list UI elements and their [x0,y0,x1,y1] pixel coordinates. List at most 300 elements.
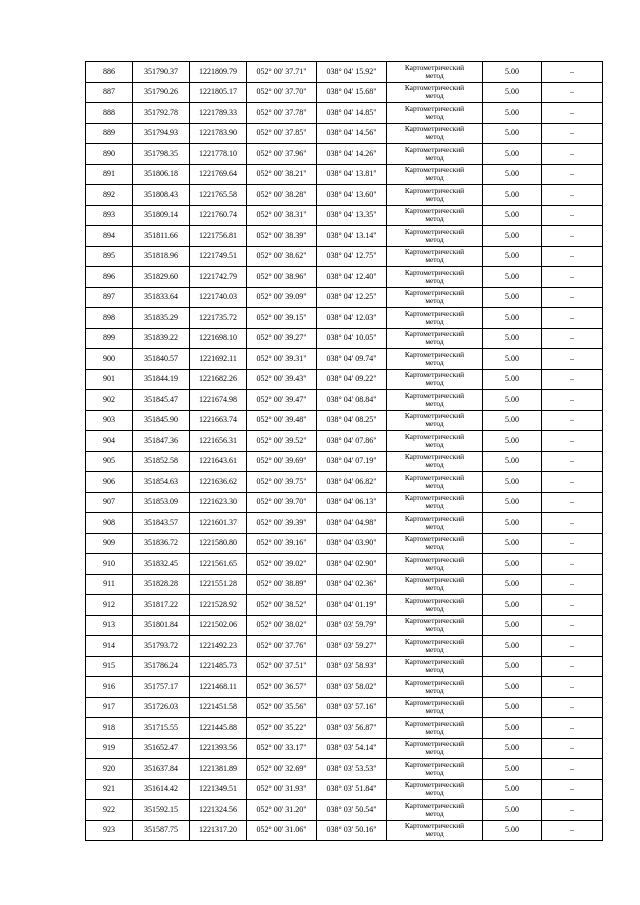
accuracy-cell: 5.00 [483,615,542,636]
x-coordinate-cell: 351726.03 [133,697,190,718]
method-cell [387,431,483,452]
accuracy-cell: 5.00 [483,226,542,247]
point-number-cell: 909 [86,533,133,554]
accuracy-cell: 5.00 [483,369,542,390]
point-number-cell: 889 [86,123,133,144]
x-coordinate-cell: 351839.22 [133,328,190,349]
method-cell [387,513,483,534]
table-row [86,656,603,677]
point-number-cell: 907 [86,492,133,513]
method-line1: Картометрический [404,636,465,646]
accuracy-cell: 5.00 [483,410,542,431]
x-coordinate-cell: 351817.22 [133,595,190,616]
method-cell [387,103,483,124]
method-line2: метод [425,357,444,367]
latitude-cell: 052° 00' 37.76" [247,636,317,657]
latitude-cell: 052° 00' 39.69" [247,451,317,472]
latitude-cell: 052° 00' 36.57" [247,677,317,698]
method-line1: Картометрический [404,83,465,93]
note-cell: – [542,410,603,431]
method-cell [387,738,483,759]
accuracy-cell: 5.00 [483,492,542,513]
longitude-cell: 038° 04' 01.19" [317,595,387,616]
method-line2: метод [425,214,444,224]
note-cell: – [542,513,603,534]
latitude-cell: 052° 00' 37.51" [247,656,317,677]
y-coordinate-cell: 1221451.58 [190,697,247,718]
accuracy-cell: 5.00 [483,103,542,124]
accuracy-cell: 5.00 [483,328,542,349]
method-cell [387,759,483,780]
table-row [86,62,603,83]
note-cell: – [542,492,603,513]
x-coordinate-cell: 351614.42 [133,779,190,800]
method-line2: метод [425,665,444,675]
method-line2: метод [425,603,444,613]
table-row [86,164,603,185]
point-number-cell: 922 [86,800,133,821]
method-line2: метод [425,685,444,695]
table-row [86,328,603,349]
latitude-cell: 052° 00' 32.69" [247,759,317,780]
accuracy-cell: 5.00 [483,205,542,226]
table-row [86,595,603,616]
table-row [86,636,603,657]
accuracy-cell: 5.00 [483,595,542,616]
note-cell: – [542,759,603,780]
longitude-cell: 038° 04' 12.25" [317,287,387,308]
x-coordinate-cell: 351843.57 [133,513,190,534]
method-line1: Картометрический [404,821,465,831]
accuracy-cell: 5.00 [483,656,542,677]
note-cell: – [542,82,603,103]
x-coordinate-cell: 351786.24 [133,656,190,677]
longitude-cell: 038° 03' 53.53" [317,759,387,780]
latitude-cell: 052° 00' 38.96" [247,267,317,288]
method-line2: метод [425,91,444,101]
x-coordinate-cell: 351835.29 [133,308,190,329]
method-line2: метод [425,152,444,162]
note-cell: – [542,574,603,595]
x-coordinate-cell: 351809.14 [133,205,190,226]
method-cell [387,328,483,349]
method-line2: метод [425,767,444,777]
point-number-cell: 887 [86,82,133,103]
accuracy-cell: 5.00 [483,287,542,308]
method-line1: Картометрический [404,226,465,236]
table-row [86,697,603,718]
point-number-cell: 920 [86,759,133,780]
x-coordinate-cell: 351840.57 [133,349,190,370]
method-line2: метод [425,788,444,798]
method-line2: метод [425,747,444,757]
x-coordinate-cell: 351845.90 [133,410,190,431]
table-row [86,779,603,800]
note-cell: – [542,431,603,452]
accuracy-cell: 5.00 [483,718,542,739]
method-cell [387,349,483,370]
method-cell [387,779,483,800]
note-cell: – [542,62,603,83]
method-line1: Картометрический [404,349,465,359]
y-coordinate-cell: 1221740.03 [190,287,247,308]
x-coordinate-cell: 351844.19 [133,369,190,390]
x-coordinate-cell: 351811.66 [133,226,190,247]
table-row [86,431,603,452]
method-cell [387,677,483,698]
longitude-cell: 038° 04' 03.90" [317,533,387,554]
method-cell [387,62,483,83]
accuracy-cell: 5.00 [483,697,542,718]
method-cell [387,410,483,431]
method-cell [387,718,483,739]
table-row [86,287,603,308]
y-coordinate-cell: 1221317.20 [190,820,247,841]
table-row [86,390,603,411]
longitude-cell: 038° 04' 09.74" [317,349,387,370]
longitude-cell: 038° 04' 06.13" [317,492,387,513]
method-cell [387,144,483,165]
latitude-cell: 052° 00' 31.20" [247,800,317,821]
point-number-cell: 891 [86,164,133,185]
y-coordinate-cell: 1221656.31 [190,431,247,452]
method-line2: метод [425,173,444,183]
method-cell [387,185,483,206]
note-cell: – [542,369,603,390]
note-cell: – [542,205,603,226]
x-coordinate-cell: 351592.15 [133,800,190,821]
y-coordinate-cell: 1221749.51 [190,246,247,267]
method-cell [387,82,483,103]
accuracy-cell: 5.00 [483,738,542,759]
y-coordinate-cell: 1221468.11 [190,677,247,698]
latitude-cell: 052° 00' 39.09" [247,287,317,308]
method-line2: метод [425,378,444,388]
method-line2: метод [425,583,444,593]
table-body [86,62,603,841]
accuracy-cell: 5.00 [483,185,542,206]
y-coordinate-cell: 1221551.28 [190,574,247,595]
method-line2: метод [425,624,444,634]
note-cell: – [542,779,603,800]
method-cell [387,636,483,657]
method-line2: метод [425,316,444,326]
accuracy-cell: 5.00 [483,779,542,800]
longitude-cell: 038° 04' 15.68" [317,82,387,103]
method-cell [387,656,483,677]
method-line2: метод [425,70,444,80]
accuracy-cell: 5.00 [483,349,542,370]
method-line2: метод [425,521,444,531]
table-row [86,82,603,103]
table-row [86,267,603,288]
note-cell: – [542,246,603,267]
method-line1: Картометрический [404,206,465,216]
point-number-cell: 918 [86,718,133,739]
method-line2: метод [425,132,444,142]
longitude-cell: 038° 04' 08.25" [317,410,387,431]
method-line1: Картометрический [404,247,465,257]
note-cell: – [542,328,603,349]
note-cell: – [542,390,603,411]
accuracy-cell: 5.00 [483,308,542,329]
y-coordinate-cell: 1221756.81 [190,226,247,247]
longitude-cell: 038° 03' 59.27" [317,636,387,657]
method-line1: Картометрический [404,759,465,769]
note-cell: – [542,226,603,247]
table-row [86,718,603,739]
y-coordinate-cell: 1221445.88 [190,718,247,739]
method-cell [387,574,483,595]
longitude-cell: 038° 04' 13.14" [317,226,387,247]
accuracy-cell: 5.00 [483,123,542,144]
x-coordinate-cell: 351847.36 [133,431,190,452]
accuracy-cell: 5.00 [483,820,542,841]
y-coordinate-cell: 1221698.10 [190,328,247,349]
latitude-cell: 052° 00' 38.21" [247,164,317,185]
method-cell [387,451,483,472]
latitude-cell: 052° 00' 39.48" [247,410,317,431]
table-row [86,554,603,575]
x-coordinate-cell: 351806.18 [133,164,190,185]
latitude-cell: 052° 00' 35.22" [247,718,317,739]
method-cell [387,820,483,841]
point-number-cell: 892 [86,185,133,206]
accuracy-cell: 5.00 [483,554,542,575]
x-coordinate-cell: 351794.93 [133,123,190,144]
point-number-cell: 893 [86,205,133,226]
x-coordinate-cell: 351854.63 [133,472,190,493]
point-number-cell: 921 [86,779,133,800]
longitude-cell: 038° 03' 54.14" [317,738,387,759]
longitude-cell: 038° 04' 12.75" [317,246,387,267]
method-line1: Картометрический [404,452,465,462]
table-row [86,205,603,226]
point-number-cell: 911 [86,574,133,595]
method-line1: Картометрический [404,370,465,380]
method-line1: Картометрический [404,390,465,400]
method-line2: метод [425,644,444,654]
method-cell [387,226,483,247]
y-coordinate-cell: 1221636.62 [190,472,247,493]
method-cell [387,533,483,554]
latitude-cell: 052° 00' 37.85" [247,123,317,144]
point-number-cell: 899 [86,328,133,349]
method-line1: Картометрический [404,431,465,441]
method-line2: метод [425,111,444,121]
table-row [86,738,603,759]
table-row [86,103,603,124]
note-cell: – [542,349,603,370]
accuracy-cell: 5.00 [483,472,542,493]
table-row [86,246,603,267]
point-number-cell: 900 [86,349,133,370]
latitude-cell: 052° 00' 38.31" [247,205,317,226]
point-number-cell: 902 [86,390,133,411]
latitude-cell: 052° 00' 39.31" [247,349,317,370]
method-line1: Картометрический [404,411,465,421]
note-cell: – [542,615,603,636]
method-cell [387,246,483,267]
method-line1: Картометрический [404,780,465,790]
y-coordinate-cell: 1221381.89 [190,759,247,780]
x-coordinate-cell: 351818.96 [133,246,190,267]
point-number-cell: 890 [86,144,133,165]
longitude-cell: 038° 04' 09.22" [317,369,387,390]
x-coordinate-cell: 351852.58 [133,451,190,472]
accuracy-cell: 5.00 [483,574,542,595]
method-cell [387,554,483,575]
note-cell: – [542,123,603,144]
table-row [86,451,603,472]
y-coordinate-cell: 1221663.74 [190,410,247,431]
method-line2: метод [425,829,444,839]
accuracy-cell: 5.00 [483,246,542,267]
accuracy-cell: 5.00 [483,800,542,821]
latitude-cell: 052° 00' 31.06" [247,820,317,841]
point-number-cell: 919 [86,738,133,759]
method-cell [387,472,483,493]
x-coordinate-cell: 351793.72 [133,636,190,657]
method-line2: метод [425,337,444,347]
point-number-cell: 898 [86,308,133,329]
longitude-cell: 038° 04' 07.86" [317,431,387,452]
method-line2: метод [425,460,444,470]
point-number-cell: 904 [86,431,133,452]
point-number-cell: 923 [86,820,133,841]
note-cell: – [542,595,603,616]
method-line1: Картометрический [404,124,465,134]
longitude-cell: 038° 04' 14.26" [317,144,387,165]
method-line1: Картометрический [404,616,465,626]
y-coordinate-cell: 1221623.30 [190,492,247,513]
note-cell: – [542,287,603,308]
method-line2: метод [425,193,444,203]
longitude-cell: 038° 04' 07.19" [317,451,387,472]
method-cell [387,595,483,616]
latitude-cell: 052° 00' 38.02" [247,615,317,636]
note-cell: – [542,308,603,329]
note-cell: – [542,738,603,759]
x-coordinate-cell: 351829.60 [133,267,190,288]
y-coordinate-cell: 1221324.56 [190,800,247,821]
longitude-cell: 038° 03' 58.02" [317,677,387,698]
y-coordinate-cell: 1221601.37 [190,513,247,534]
method-line1: Картометрический [404,554,465,564]
accuracy-cell: 5.00 [483,451,542,472]
method-line1: Картометрический [404,103,465,113]
y-coordinate-cell: 1221393.56 [190,738,247,759]
y-coordinate-cell: 1221580.80 [190,533,247,554]
table-row [86,226,603,247]
table-row [86,472,603,493]
method-line1: Картометрический [404,677,465,687]
method-cell [387,308,483,329]
method-cell [387,123,483,144]
point-number-cell: 910 [86,554,133,575]
y-coordinate-cell: 1221692.11 [190,349,247,370]
table-row [86,308,603,329]
table-row [86,677,603,698]
x-coordinate-cell: 351828.28 [133,574,190,595]
longitude-cell: 038° 04' 10.05" [317,328,387,349]
latitude-cell: 052° 00' 39.02" [247,554,317,575]
point-number-cell: 914 [86,636,133,657]
longitude-cell: 038° 03' 50.16" [317,820,387,841]
latitude-cell: 052° 00' 37.78" [247,103,317,124]
accuracy-cell: 5.00 [483,164,542,185]
point-number-cell: 915 [86,656,133,677]
y-coordinate-cell: 1221805.17 [190,82,247,103]
table-row [86,369,603,390]
latitude-cell: 052° 00' 38.62" [247,246,317,267]
note-cell: – [542,554,603,575]
accuracy-cell: 5.00 [483,431,542,452]
coordinates-table [85,61,603,841]
table-row [86,759,603,780]
method-cell [387,164,483,185]
point-number-cell: 913 [86,615,133,636]
x-coordinate-cell: 351652.47 [133,738,190,759]
method-line1: Картометрический [404,698,465,708]
point-number-cell: 896 [86,267,133,288]
method-cell [387,615,483,636]
latitude-cell: 052° 00' 39.43" [247,369,317,390]
x-coordinate-cell: 351832.45 [133,554,190,575]
method-line2: метод [425,542,444,552]
x-coordinate-cell: 351790.26 [133,82,190,103]
method-line2: метод [425,296,444,306]
longitude-cell: 038° 04' 14.85" [317,103,387,124]
latitude-cell: 052° 00' 37.70" [247,82,317,103]
x-coordinate-cell: 351798.35 [133,144,190,165]
method-line2: метод [425,275,444,285]
note-cell: – [542,103,603,124]
method-line1: Картометрический [404,534,465,544]
point-number-cell: 917 [86,697,133,718]
y-coordinate-cell: 1221528.92 [190,595,247,616]
method-line2: метод [425,419,444,429]
note-cell: – [542,697,603,718]
accuracy-cell: 5.00 [483,533,542,554]
method-line2: метод [425,234,444,244]
longitude-cell: 038° 03' 50.54" [317,800,387,821]
method-line2: метод [425,255,444,265]
point-number-cell: 916 [86,677,133,698]
x-coordinate-cell: 351790.37 [133,62,190,83]
method-line1: Картометрический [404,288,465,298]
table-row [86,144,603,165]
point-number-cell: 912 [86,595,133,616]
table-row [86,513,603,534]
method-line1: Картометрический [404,513,465,523]
method-line1: Картометрический [404,739,465,749]
table-row [86,574,603,595]
point-number-cell: 908 [86,513,133,534]
method-cell [387,369,483,390]
latitude-cell: 052° 00' 38.52" [247,595,317,616]
y-coordinate-cell: 1221674.98 [190,390,247,411]
table-row [86,410,603,431]
table-row [86,349,603,370]
note-cell: – [542,267,603,288]
x-coordinate-cell: 351715.55 [133,718,190,739]
longitude-cell: 038° 04' 08.84" [317,390,387,411]
method-line2: метод [425,501,444,511]
point-number-cell: 888 [86,103,133,124]
method-line1: Картометрический [404,472,465,482]
y-coordinate-cell: 1221682.26 [190,369,247,390]
